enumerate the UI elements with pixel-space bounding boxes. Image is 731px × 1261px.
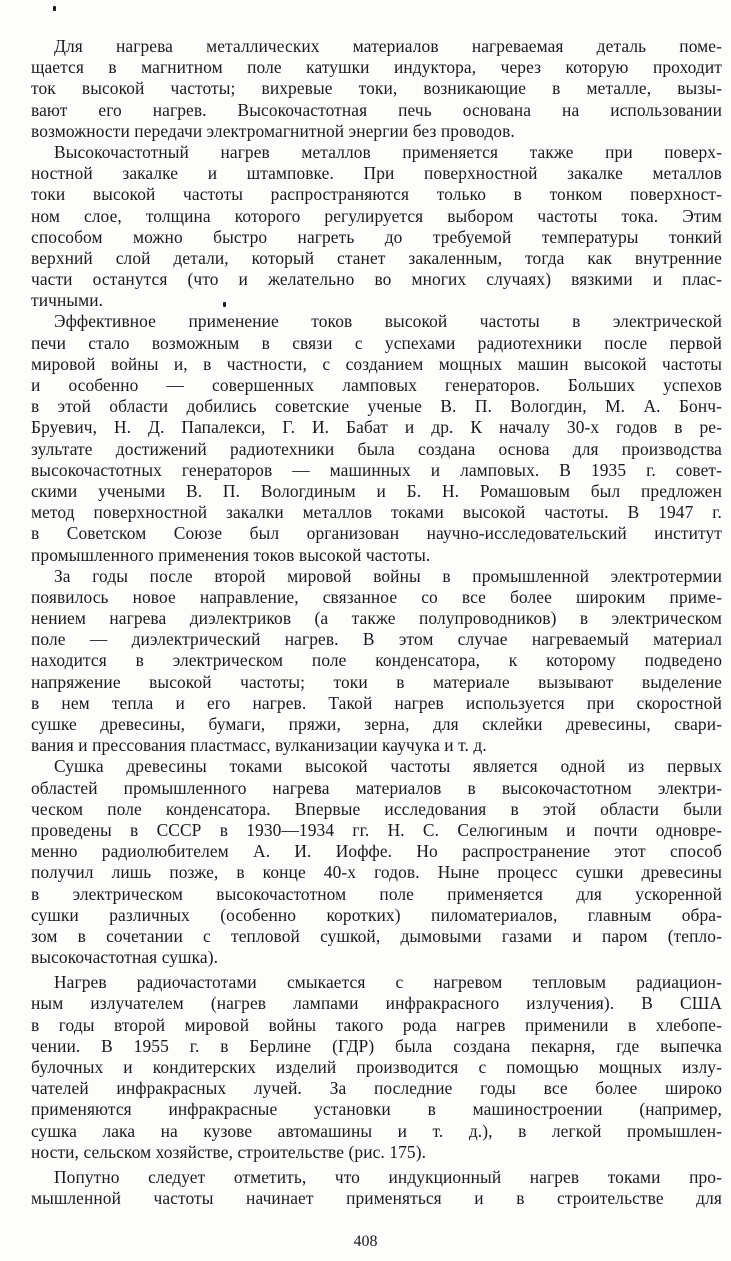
- text-line: чении. В 1955 г. в Берлине (ГДР) была создана пекарня, где выпечка: [31, 1035, 722, 1056]
- paragraph-6: [31, 972, 722, 1163]
- text-line: поле — диэлектрический нагрев. В этом случае нагреваемый материал: [31, 629, 722, 650]
- text-line: Нагрев радиочастотами смыкается с нагревом тепловым радиацион-: [54, 972, 722, 993]
- text-line: мировой войны и, в частности, с созданием мощных машин высокой частоты: [31, 353, 722, 374]
- text-line: появилось новое направление, связанное со все более широким приме-: [31, 586, 722, 607]
- paragraph-2: [31, 142, 722, 312]
- ink-speck-top: [53, 6, 56, 11]
- text-line: получил лишь позже, в конце 40-х годов. Ныне процесс сушки древесины: [31, 862, 722, 883]
- paragraph-3: [31, 311, 722, 565]
- paragraph-4: [31, 566, 722, 757]
- text-line: в Советском Союзе был организован научно-исследовательский институт: [31, 523, 722, 544]
- text-line: верхний слой детали, который станет закаленным, тогда как внутренние: [31, 247, 722, 268]
- text-line: зом в сочетании с тепловой сушкой, дымовыми газами и паром (тепло-: [31, 925, 722, 946]
- text-line: вания и прессования пластмасс, вулканизации каучука и т. д.: [31, 735, 487, 756]
- text-line: промышленного применения токов высокой частоты.: [31, 544, 431, 565]
- text-line: применяются инфракрасные установки в машиностроении (например,: [31, 1099, 722, 1120]
- text-line: булочных и кондитерских изделий производится с помощью мощных излу-: [31, 1057, 722, 1077]
- text-line: напряжение высокой частоты; токи в материале вызывают выделение: [31, 671, 722, 692]
- body-text: [31, 36, 722, 1209]
- text-line: метод поверхностной закалки металлов токами высокой частоты. В 1947 г.: [31, 502, 722, 523]
- text-line: части останутся (что и желательно во многих случаях) вязкими и плас-: [31, 269, 722, 290]
- text-line: областей промышленного нагрева материалов в высокочастотном электри-: [31, 777, 722, 798]
- paragraph-5: [31, 756, 722, 968]
- text-line: мышленной частоты начинает применяться и в строительстве для: [31, 1188, 722, 1209]
- text-line: менно радиолюбителем А. И. Иоффе. Но распространение этот способ: [31, 841, 722, 862]
- text-line: чателей инфракрасных лучей. За последние годы все более широко: [31, 1078, 722, 1099]
- text-line: Попутно следует отметить, что индукционный нагрев токами про-: [54, 1166, 722, 1187]
- text-line: токи высокой частоты распространяются только в тонком поверхност-: [31, 184, 722, 205]
- text-line: щается в магнитном поле катушки индуктора, через которую проходит: [31, 57, 722, 78]
- text-line: ностной закалке и штамповке. При поверхностной закалке металлов: [31, 163, 722, 184]
- paragraph-1: [31, 36, 722, 142]
- text-line: сушке древесины, бумаги, пряжи, зерна, для склейки древесины, свари-: [31, 714, 722, 734]
- text-line: Бруевич, Н. Д. Папалекси, Г. И. Бабат и др. К началу 30-х годов в ре-: [31, 417, 722, 438]
- text-line: в годы второй мировой войны такого рода нагрев применили в хлебопе-: [31, 1014, 722, 1035]
- paragraph-7: [31, 1167, 722, 1209]
- text-line: высокочастотная сушка).: [31, 947, 219, 968]
- text-line: ток высокой частоты; вихревые токи, возникающие в металле, вызы-: [31, 78, 722, 99]
- text-line: ческом поле конденсатора. Впервые исследования в этой области были: [31, 798, 722, 819]
- text-line: сушка лака на кузове автомашины и т. д.), в легкой промышлен-: [31, 1120, 722, 1141]
- text-line: находится в электрическом поле конденсатора, к которому подведено: [31, 650, 722, 671]
- text-line: и особенно — совершенных ламповых генераторов. Больших успехов: [31, 375, 722, 395]
- text-line: возможности передачи электромагнитной энергии без проводов.: [31, 120, 515, 141]
- text-line: Сушка древесины токами высокой частоты является одной из первых: [54, 756, 722, 777]
- text-line: в нем тепла и его нагрев. Такой нагрев используется при скоростной: [31, 692, 722, 713]
- text-line: в электрическом высокочастотном поле применяется для ускоренной: [31, 883, 722, 904]
- text-line: высокочастотных генераторов — машинных и ламповых. В 1935 г. совет-: [31, 459, 722, 480]
- text-line: способом можно быстро нагреть до требуемой температуры тонкий: [31, 226, 722, 247]
- text-line: Для нагрева металлических материалов нагреваемая деталь поме-: [54, 36, 722, 56]
- text-line: ном слое, толщина которого регулируется выбором частоты тока. Этим: [31, 205, 722, 226]
- text-line: печи стало возможным в связи с успехами радиотехники после первой: [31, 332, 722, 353]
- text-line: тичными.: [31, 290, 104, 311]
- text-line: ности, сельском хозяйстве, строительстве (рис. 175).: [31, 1141, 427, 1162]
- page-number: 408: [353, 1233, 378, 1250]
- text-line: скими учеными В. П. Вологдиным и Б. Н. Ромашовым был предложен: [31, 480, 722, 501]
- text-line: За годы после второй мировой войны в промышленной электротермии: [54, 565, 722, 586]
- text-line: в этой области добились советские ученые В. П. Вологдин, М. А. Бонч-: [31, 396, 722, 417]
- text-line: вают его нагрев. Высокочастотная печь основана на использовании: [31, 99, 722, 120]
- text-line: Эффективное применение токов высокой частоты в электрической: [54, 311, 722, 332]
- text-line: зультате достижений радиотехники была создана основа для производства: [31, 438, 722, 459]
- text-line: Высокочастотный нагрев металлов применяется также при поверх-: [54, 141, 722, 162]
- text-line: ным излучателем (нагрев лампами инфракрасного излучения). В США: [31, 993, 722, 1014]
- text-line: нением нагрева диэлектриков (а также полупроводников) в электрическом: [31, 608, 722, 629]
- text-line: сушки различных (особенно коротких) пиломатериалов, главным обра-: [31, 904, 722, 925]
- text-line: проведены в СССР в 1930—1934 гг. Н. С. Селюгиным и почти одновре-: [31, 819, 722, 840]
